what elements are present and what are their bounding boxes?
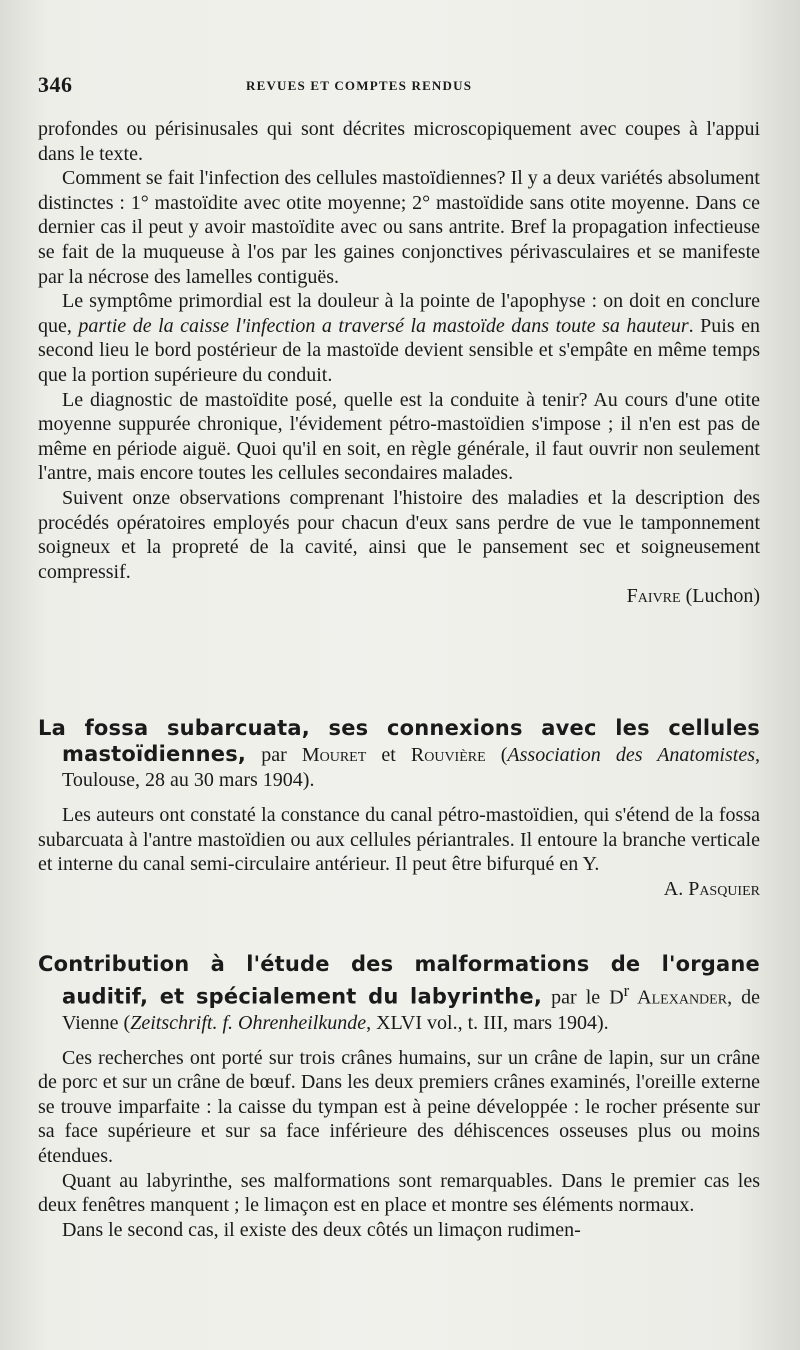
paragraph: Les auteurs ont constaté la constance du canal pétro-mastoïdien, qui s'étend de la fossa subarcuata à l'antre mastoïdien ou aux cellules périantrales. Il entoure la branche verticale et interne du canal semi-circulaire antérieur. Il peut être bifurqué en Y. [38,804,760,876]
page-number: 346 [38,72,73,97]
superscript: r [623,981,630,1000]
running-head: REVUES ET COMPTES RENDUS [246,78,473,93]
text-run: ( [485,744,508,766]
author-name: Rouvière [410,744,486,766]
review-fossa-subarcuata [38,716,760,901]
italic-text: partie de la caisse l'infection a traversé la mastoïde dans toute sa hauteur [78,314,689,337]
text-run: , XLVI vol., t. III, mars 1904). [366,1011,609,1034]
signature: A. Pasquier [663,877,760,900]
article-title: La fossa subarcuata, ses connexions avec les cellules mastoïdiennes, [38,716,760,766]
page-header [38,70,760,100]
author-name: Mouret [301,744,367,766]
paragraph: Comment se fait l'infection des cellules mastoïdiennes? Il y a deux variétés absolument distinctes : 1° mastoïdite avec otite moyenne; 2° mastoïdide sans otite moyenne. Dans ce dernier cas il peut y avoir mastoïdite avec ou sans antrite. Bref la propagation infectieuse se fait de la muqueuse à l'os par les gaines conjonctives périvasculaires et se manifeste par la nécrose des lamelles contiguës. [38,167,760,288]
paragraph: Dans le second cas, il existe des deux côtés un limaçon rudimen- [62,1218,581,1241]
text-run: par le D [542,986,624,1009]
article-title: Contribution à l'étude des malformations de l'organe auditif, et spécialement du labyrinthe, [38,952,760,1009]
text-run: par [246,744,302,766]
text-run: , Toulouse, 28 au 30 mars 1904). [62,744,760,791]
review-malformations [38,952,760,1242]
signature-name: Faivre [626,585,681,608]
paragraph: Quant au labyrinthe, ses malformations sont remarquables. Dans le premier cas les deux fenêtres manquent ; le limaçon est en place et montre ses éléments normaux. [38,1169,760,1217]
paragraph: Ces recherches ont porté sur trois crânes humains, sur un crâne de lapin, sur un crâne de porc et sur un crâne de bœuf. Dans les deux premiers crânes examinés, l'oreille externe se trouve imparfaite : la caisse du tympan est à peine développée : le rocher présente sur sa face supérieure et sur sa face inférieure des déhiscences osseuses plus ou moins étendues. [38,1046,760,1168]
journal-title: Zeitschrift. f. Ohrenheilkunde [130,1011,367,1034]
author-name: Alexander [629,986,728,1009]
signature [38,584,760,609]
text-run: et [366,744,411,766]
text-run: . Puis en second lieu le bord postérieur de la mastoïde devient sensible et s'empâte en même temps que la portion supérieure du conduit. [38,314,761,386]
paragraph: Suivent onze observations comprenant l'histoire des maladies et la description des procédés opératoires employés pour chacun d'eux sans perdre de vue le tamponnement soigneux et la propreté de la cavité, ainsi que le pansement sec et soigneusement compressif. [38,486,760,583]
paragraph [38,289,760,387]
review-heading [38,716,760,793]
signature-place: (Luchon) [680,585,760,608]
paragraph: Le diagnostic de mastoïdite posé, quelle est la conduite à tenir? Au cours d'une otite moyenne suppurée chronique, l'évidement pétro-mastoïdien s'impose ; il n'en est pas de même en période aiguë. Quoi qu'il en soit, en règle générale, il faut ouvrir non seulement l'antre, mais encore toutes les cellules secondaires malades. [38,388,760,485]
review-faivre [38,117,760,609]
text-run: Le symptôme primordial est la douleur à la pointe de l'apophyse : on doit en conclure que, [38,290,760,337]
paragraph: profondes ou périsinusales qui sont décrites microscopiquement avec coupes à l'appui dans le texte. [38,118,760,165]
text-run: , de Vienne ( [62,986,761,1034]
source-title: Association des Anatomistes [507,744,755,766]
review-heading [38,952,760,1036]
